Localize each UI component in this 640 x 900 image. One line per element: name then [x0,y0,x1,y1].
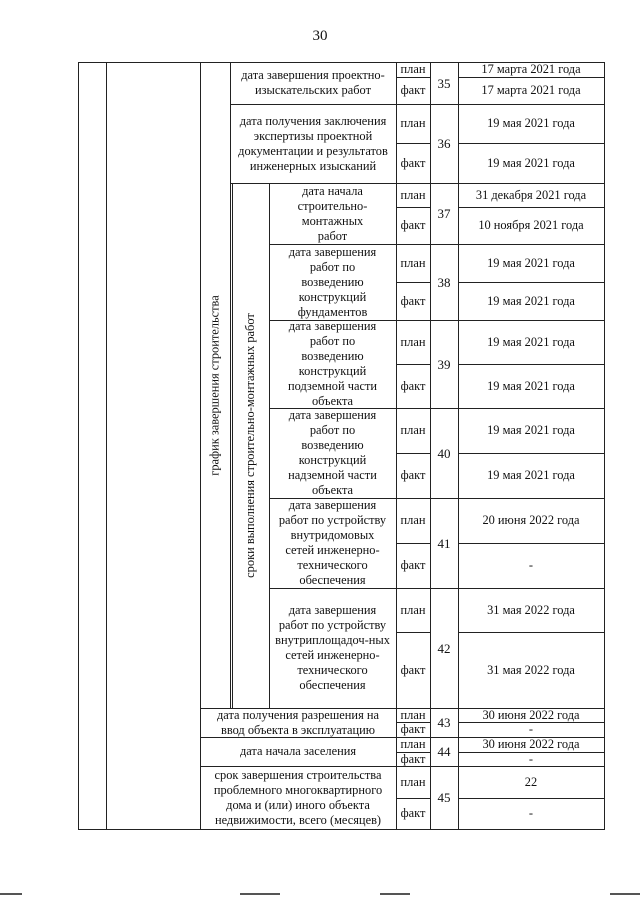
scan-mark [0,893,22,895]
row-37-fact-label: факт [400,218,426,232]
row-41-number: 41 [437,535,451,551]
row-39-fact-value: 19 мая 2021 года [487,378,575,393]
row-37-fact-value: 10 ноября 2021 года [478,218,584,232]
row-44-fact-label: факт [400,751,426,766]
row-37-plan-label: план [400,187,426,202]
row-39-desc: дата завершения работ по возведению конструкций подземной части объекта [288,319,377,408]
scan-mark [240,893,280,895]
row-35-fact-value: 17 марта 2021 года [481,83,581,97]
row-43-fact-value: - [528,722,534,736]
row-42-desc: дата завершения работ по устройству внутриплощадоч-ных сетей инженерно-технического обеспечения [275,603,390,692]
row-44-desc: дата начала заселения [239,744,357,758]
row-42-number: 42 [437,640,451,656]
row-38-number: 38 [437,274,451,290]
row-35-plan-label: план [400,62,426,76]
row-38-fact-value: 19 мая 2021 года [487,293,575,308]
row-43-fact-label: факт [400,722,426,736]
row-36-fact-value: 19 мая 2021 года [487,155,575,170]
row-41-fact-value: - [528,558,534,572]
page-number: 30 [312,28,328,44]
row-37-desc: дата начала строительно-монтажных работ [297,183,368,243]
row-38-fact-label: факт [400,293,426,308]
row-40-fact-value: 19 мая 2021 года [487,468,575,482]
row-41-plan-label: план [400,513,426,527]
row-42-plan-label: план [400,602,426,617]
row-42-fact-value: 31 мая 2022 года [487,662,575,677]
row-37-number: 37 [437,206,451,221]
row-40-fact-label: факт [400,468,426,482]
row-45-desc: срок завершения строительства проблемного многоквартирного дома и (или) иного объекта недвижимости, всего (месяцев) [213,767,383,827]
row-36-plan-value: 19 мая 2021 года [487,116,575,130]
row-36-plan-label: план [400,116,426,130]
row-40-number: 40 [437,445,451,461]
row-40-desc: дата завершения работ по возведению конструкций надземной части объекта [288,408,377,497]
row-35-fact-label: факт [400,83,426,97]
row-35-plan-value: 17 марта 2021 года [481,62,581,76]
scan-mark [610,893,640,895]
row-44-fact-value: - [528,751,534,766]
row-43-desc: дата получения разрешения на ввод объекта в эксплуатацию [217,707,379,737]
schedule-vertical-label: график завершения строительства [207,294,222,476]
scan-mark [380,893,410,895]
row-45-fact-label: факт [400,806,426,820]
row-38-plan-label: план [400,255,426,270]
row-35-number: 35 [437,75,451,91]
row-36-desc: дата получения заключения экспертизы проектной документации и результатов инженерных изысканий [238,113,388,173]
row-43-plan-label: план [400,707,426,722]
row-45-plan-value: 22 [524,774,538,789]
row-40-plan-label: план [400,423,426,437]
row-39-fact-label: факт [400,378,426,393]
construction-terms-vertical-label: сроки выполнения строительно-монтажных работ [243,313,258,578]
row-36-fact-label: факт [400,155,426,170]
row-40-plan-value: 19 мая 2021 года [487,423,575,437]
row-44-number: 44 [437,744,451,759]
row-43-number: 43 [437,715,451,730]
row-44-plan-value: 30 июня 2022 года [482,737,580,751]
row-35-desc: дата завершения проектно-изыскательских работ [241,68,385,97]
row-39-plan-value: 19 мая 2021 года [487,334,575,349]
row-44-plan-label: план [400,737,426,751]
row-41-fact-label: факт [400,558,426,572]
row-43-plan-value: 30 июня 2022 года [482,707,580,722]
row-45-plan-label: план [400,774,426,789]
row-45-number: 45 [437,790,451,805]
row-38-desc: дата завершения работ по возведению конструкций фундаментов [288,244,377,319]
row-42-plan-value: 31 мая 2022 года [487,602,575,617]
row-36-number: 36 [437,136,451,151]
row-39-number: 39 [437,356,451,372]
row-41-plan-value: 20 июня 2022 года [482,513,580,527]
row-38-plan-value: 19 мая 2021 года [487,255,575,270]
row-37-plan-value: 31 декабря 2021 года [475,187,587,202]
row-45-fact-value: - [528,806,534,820]
row-39-plan-label: план [400,334,426,349]
row-41-desc: дата завершения работ по устройству внутридомовых сетей инженерно-технического обеспечения [278,498,387,587]
row-42-fact-label: факт [400,662,426,677]
